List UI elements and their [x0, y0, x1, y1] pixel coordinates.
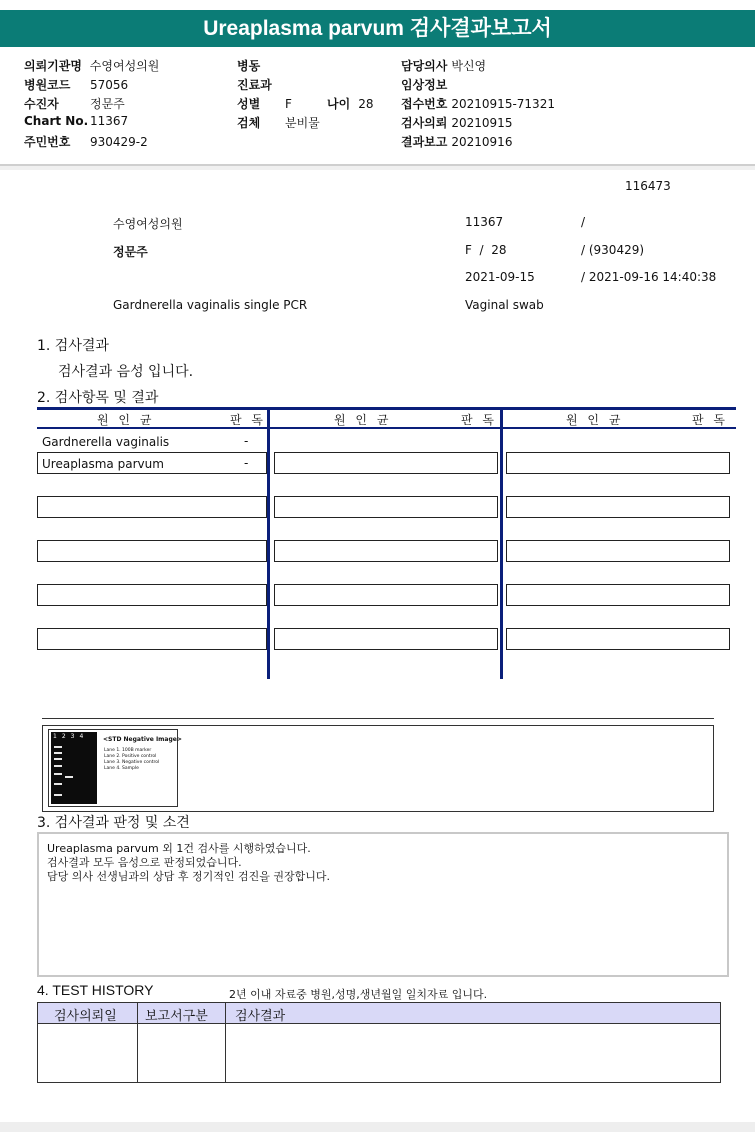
result-cell [37, 540, 267, 562]
history-col-divider [137, 1003, 138, 1082]
result-cell [274, 628, 498, 650]
report-title: Ureaplasma parvum 검사결과보고서 [0, 10, 755, 47]
page-bottom-band [0, 1122, 755, 1132]
label-sex: 성별 [237, 97, 261, 111]
label-chart-no: Chart No. [24, 114, 89, 128]
report-chart-no: 11367 [465, 215, 504, 229]
result-cell [274, 496, 498, 518]
history-note: 2년 이내 자료중 병원,성명,생년월일 일치자료 입니다. [229, 988, 488, 1001]
section2-title: 2. 검사항목 및 결과 [37, 390, 159, 406]
col-header-organism-3: 원 인 균 [566, 413, 624, 427]
result-cell [506, 628, 730, 650]
opinion-line: Ureaplasma parvum 외 1건 검사를 시행하였습니다. [47, 842, 311, 855]
value-chart-no: 11367 [90, 114, 129, 128]
organism-name: Gardnerella vaginalis [42, 435, 170, 449]
label-request-date: 검사의뢰 [401, 116, 448, 130]
label-institution: 의뢰기관명 [24, 59, 82, 73]
opinion-box [37, 832, 729, 977]
organism-result: - [244, 456, 249, 470]
value-resident-no: 930429-2 [90, 135, 148, 149]
section1-title: 1. 검사결과 [37, 338, 109, 354]
report-clinic: 수영여성의원 [113, 217, 183, 231]
result-cell [274, 452, 498, 474]
organism-name: Ureaplasma parvum [42, 457, 164, 471]
report-number: 116473 [625, 179, 671, 193]
opinion-line: 검사결과 모두 음성으로 판정되었습니다. [47, 856, 242, 869]
result-cell [506, 540, 730, 562]
value-patient: 정문주 [90, 97, 125, 111]
divider-shadow [0, 166, 755, 170]
gel-top-rule [42, 718, 714, 719]
info-col1 [24, 57, 159, 152]
label-ward: 병동 [237, 59, 261, 73]
result-cell [274, 540, 498, 562]
value-doctor: 박신영 [451, 59, 487, 73]
report-patient: 정문주 [113, 245, 148, 259]
result-cell [506, 584, 730, 606]
label-receipt-no: 접수번호 [401, 97, 448, 111]
report-specimen: Vaginal swab [465, 298, 544, 312]
gel-title: <STD Negative Image> [103, 736, 182, 743]
report-sex-age: F / 28 [465, 243, 507, 257]
history-col-divider [225, 1003, 226, 1082]
label-patient: 수진자 [24, 97, 59, 111]
label-doctor: 담당의사 [401, 59, 448, 73]
value-hospital-code: 57056 [90, 78, 129, 92]
report-test-name: Gardnerella vaginalis single PCR [113, 298, 308, 312]
history-header-row [38, 1003, 720, 1024]
report-birth: / (930429) [581, 243, 645, 257]
history-table [37, 1002, 721, 1083]
section4-title: 4. TEST HISTORY [37, 982, 154, 998]
report-date-received: 2021-09-15 [465, 270, 535, 284]
section3-title: 3. 검사결과 판정 및 소견 [37, 815, 190, 831]
history-header-request-date: 검사의뢰일 [54, 1009, 117, 1024]
value-specimen: 분비물 [285, 116, 320, 130]
label-report-date: 결과보고 [401, 135, 448, 149]
organism-result: - [244, 434, 249, 448]
value-report-date: 20210916 [451, 135, 513, 149]
col-header-organism-1: 원 인 균 [97, 413, 155, 427]
table-col-divider-2 [500, 407, 503, 679]
label-department: 진료과 [237, 78, 272, 92]
value-sex: F [285, 97, 292, 111]
table-top-rule [37, 407, 736, 410]
gel-image-panel [48, 729, 182, 807]
history-header-report-type: 보고서구분 [145, 1009, 208, 1024]
gel-lane-numbers: 1234 [53, 733, 89, 740]
label-age: 나이 [327, 97, 351, 111]
value-institution: 수영여성의원 [89, 59, 160, 73]
label-clinical-info: 임상정보 [401, 78, 448, 92]
result-cell [37, 584, 267, 606]
result-cell [274, 584, 498, 606]
col-header-result-2: 판 독 [461, 413, 497, 427]
info-col3 [401, 57, 555, 152]
section1-result-text: 검사결과 음성 입니다. [58, 364, 194, 380]
result-cell [506, 452, 730, 474]
col-header-result-3: 판 독 [692, 413, 728, 427]
label-specimen: 검체 [237, 116, 261, 130]
gel-legend: Lane 1. 100B marker Lane 2. Positive control Lane 3. Negative control Lane 4. Sample [104, 748, 160, 771]
report-slash: / [581, 215, 586, 229]
gel-photo [51, 732, 97, 804]
opinion-line: 담당 의사 선생님과의 상담 후 정기적인 검진을 권장합니다. [47, 870, 330, 883]
info-col2 [237, 57, 373, 133]
history-header-result: 검사결과 [235, 1009, 286, 1024]
table-col-divider-1 [267, 407, 270, 679]
value-request-date: 20210915 [451, 116, 513, 130]
result-cell [506, 496, 730, 518]
col-header-result-1: 판 독 [230, 413, 266, 427]
result-cell [37, 628, 267, 650]
result-cell [37, 496, 267, 518]
label-hospital-code: 병원코드 [24, 78, 71, 92]
label-resident-no: 주민번호 [24, 135, 71, 149]
report-date-reported: / 2021-09-16 14:40:38 [581, 270, 717, 284]
value-receipt-no: 20210915-71321 [451, 97, 555, 111]
col-header-organism-2: 원 인 균 [334, 413, 392, 427]
value-age: 28 [358, 97, 374, 111]
